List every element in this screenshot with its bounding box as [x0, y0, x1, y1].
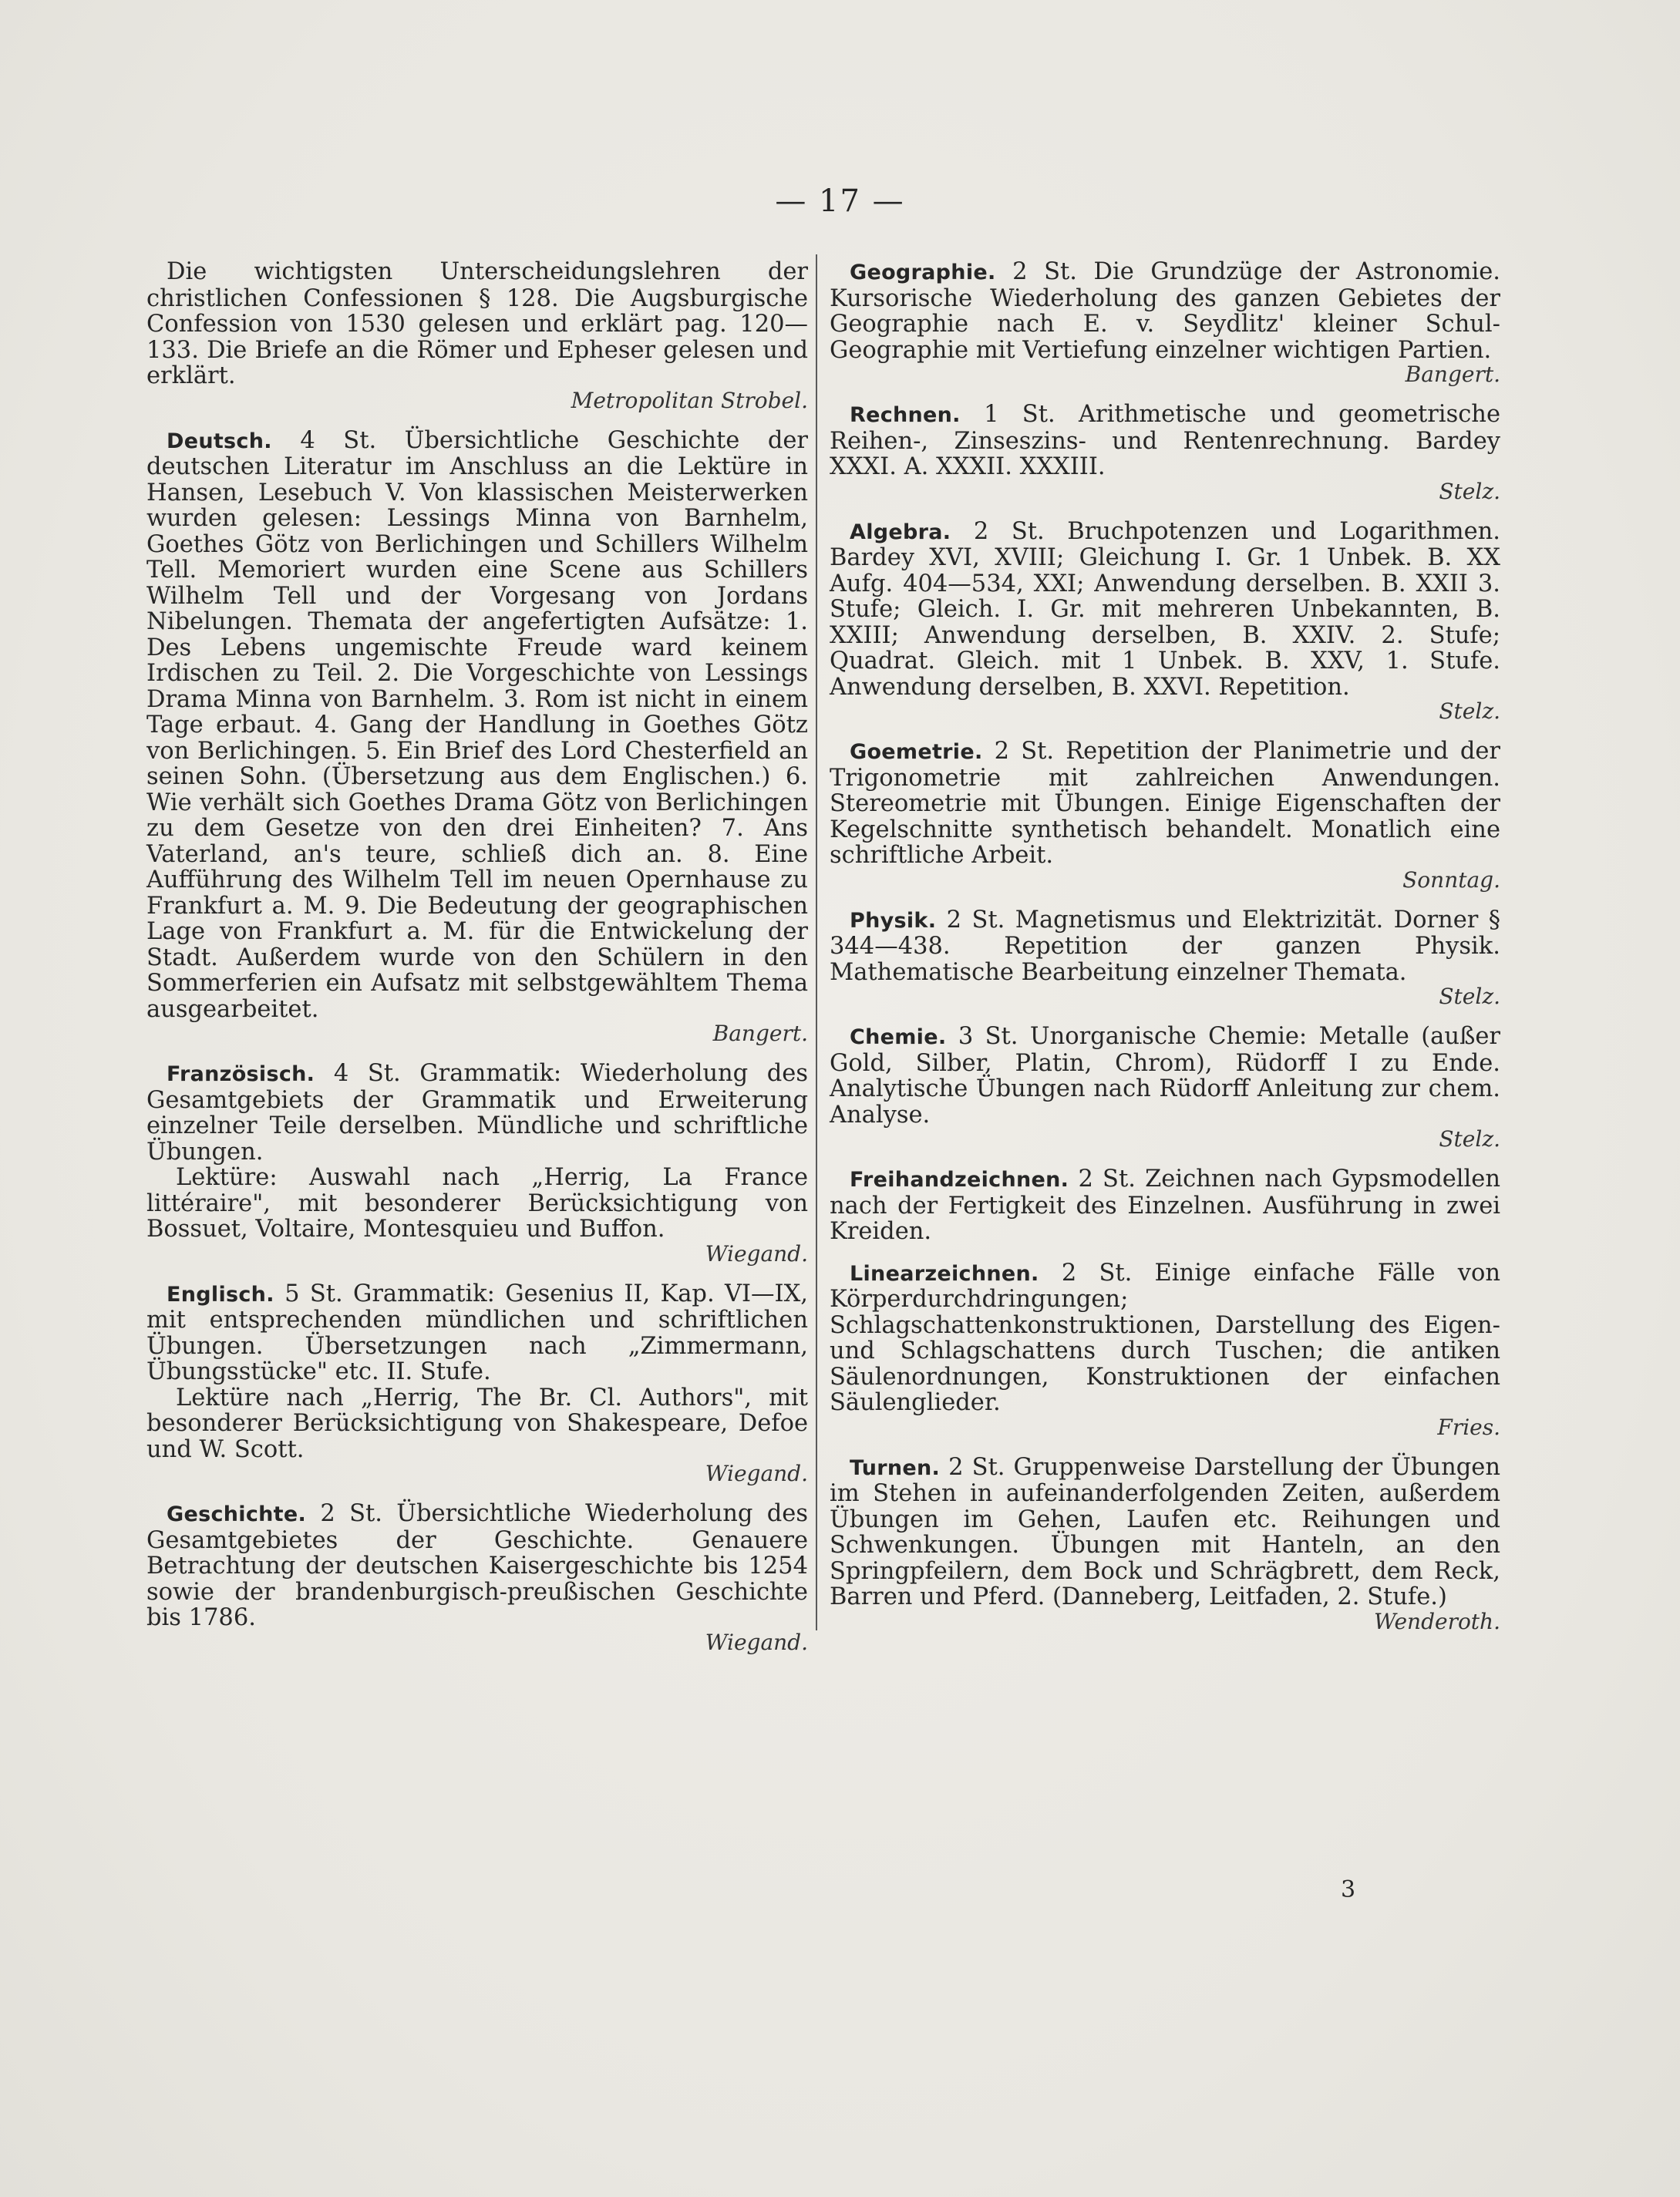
- section-paragraph: [830, 1455, 1500, 1610]
- section-extra: Lektüre: Auswahl nach „Herrig, La France littéraire", mit besonderer Berücksichtigung von Bossuet, Voltaire, Montesquieu und Buffon.: [146, 1164, 808, 1243]
- section-rechnen: [830, 402, 1500, 503]
- right-column: [830, 259, 1500, 1649]
- section-paragraph: [830, 259, 1500, 363]
- teacher-name: Stelz.: [1439, 478, 1500, 504]
- section-title: Freihandzeichnen.: [850, 1168, 1069, 1192]
- section-body: 2 St. Einige einfache Fälle von Körperdurchdringungen; Schlagschattenkonstruktionen, Darstellung des Eigen- und Schlagschattens durch Tuschen; die antiken Säulenordnungen, Konstruktionen der einfachen Säulenglieder.: [830, 1259, 1501, 1416]
- section-paragraph: [146, 1061, 808, 1165]
- section-title: Deutsch.: [167, 429, 272, 453]
- section-body: 5 St. Grammatik: Gesenius II, Kap. VI—IX, mit entsprechenden mündlichen und schriftlichen Übungen. Übersetzungen nach „Zimmermann, Übungsstücke" etc. II. Stufe.: [146, 1280, 808, 1385]
- section-title: Algebra.: [850, 520, 951, 544]
- section-paragraph: [146, 259, 808, 389]
- section-body: 3 St. Unorganische Chemie: Metalle (außer Gold, Silber, Platin, Chrom), Rüdorff I zu Ende. Analytische Übungen nach Rüdorff Anleitung zur chem. Analyse.: [830, 1023, 1500, 1129]
- section-englisch: [146, 1281, 808, 1486]
- teacher-name: Sonntag.: [1402, 866, 1500, 893]
- section-paragraph: [830, 1166, 1500, 1245]
- section-body: 2 St. Magnetismus und Elektrizität. Dorner § 344—438. Repetition der ganzen Physik. Mathematische Bearbeitung einzelner Themata.: [830, 906, 1500, 986]
- page-number: — 17 —: [775, 183, 905, 219]
- column-divider: [816, 254, 817, 1630]
- section-geschichte: [146, 1501, 808, 1654]
- section-title: Rechnen.: [850, 403, 961, 427]
- section-geometrie: [830, 739, 1500, 892]
- section-title: Linearzeichnen.: [850, 1261, 1039, 1286]
- teacher-name: Wiegand.: [705, 1629, 808, 1655]
- section-body: Die wichtigsten Unterscheidungslehren der christlichen Confessionen § 128. Die Augsburgische Confession von 1530 gelesen und erklärt pag. 120—133. Die Briefe an die Römer und Epheser gelesen und erklärt.: [146, 258, 808, 389]
- section-paragraph: [146, 428, 808, 1023]
- sheet-signature-number: 3: [1341, 1876, 1356, 1903]
- section-deutsch: [146, 428, 808, 1046]
- section-title: Französisch.: [167, 1062, 315, 1086]
- section-body: 4 St. Grammatik: Wiederholung des Gesamtgebiets der Grammatik und Erweiterung einzelner Teile derselben. Mündliche und schriftliche Übungen.: [146, 1060, 808, 1166]
- teacher-name: Fries.: [1437, 1414, 1500, 1440]
- section-title: Geographie.: [850, 261, 996, 284]
- section-linearzeichnen: [830, 1260, 1500, 1439]
- section-body: 2 St. Übersichtliche Wiederholung des Gesamtgebietes der Geschichte. Genauere Betrachtung der deutschen Kaisergeschichte bis 1254 sowie der brandenburgisch-preußischen Geschichte bis 1786.: [146, 1500, 808, 1631]
- section-geographie: [830, 259, 1500, 386]
- section-body: 1 St. Arithmetische und geometrische Reihen-, Zinseszins- und Rentenrechnung. Bardey XXXI. A. XXXII. XXXIII.: [830, 401, 1500, 480]
- teacher-name: Stelz.: [1439, 1126, 1500, 1152]
- section-paragraph: [146, 1281, 808, 1385]
- section-turnen: [830, 1455, 1500, 1633]
- section-paragraph: [830, 739, 1500, 869]
- section-title: Englisch.: [167, 1282, 274, 1307]
- section-body: 2 St. Repetition der Planimetrie und der Trigonometrie mit zahlreichen Anwendungen. Stereometrie mit Übungen. Einige Eigenschaften der Kegelschnitte synthetisch behandelt. Monatlich eine schriftliche Arbeit.: [830, 738, 1500, 869]
- section-chemie: [830, 1024, 1500, 1151]
- teacher-name: Metropolitan Strobel.: [571, 387, 808, 413]
- section-body: 2 St. Bruchpotenzen und Logarithmen. Bardey XVI, XVIII; Gleichung I. Gr. 1 Unbek. B. XX Aufg. 404—534, XXI; Anwendung derselben. B. XXII 3. Stufe; Gleich. I. Gr. mit mehreren Unbekannten, B. XXIII; Anwendung derselben, B. XXIV. 2. Stufe; Quadrat. Gleich. mit 1 Unbek. B. XXV, 1. Stufe. Anwendung derselben, B. XXVI. Repetition.: [830, 517, 1500, 701]
- section-extra: Lektüre nach „Herrig, The Br. Cl. Authors", mit besonderer Berücksichtigung von Shakespeare, Defoe und W. Scott.: [146, 1384, 808, 1463]
- left-column: [146, 259, 808, 1670]
- teacher-name: Wiegand.: [705, 1240, 808, 1267]
- teacher-name: Bangert.: [1405, 362, 1500, 387]
- section-paragraph: [146, 1501, 808, 1631]
- section-paragraph: [830, 1024, 1500, 1128]
- teacher-name: Wiegand.: [705, 1461, 808, 1486]
- section-freihandzeichnen: [830, 1166, 1500, 1245]
- section-body: 2 St. Gruppenweise Darstellung der Übungen im Stehen in aufeinanderfolgenden Zeiten, außerdem Übungen im Gehen, Laufen etc. Reihungen und Schwenkungen. Übungen mit Hanteln, an den Springpfeilern, dem Bock und Schrägbrett, dem Reck, Barren und Pferd. (Danneberg, Leitfaden, 2. Stufe.): [830, 1453, 1500, 1610]
- section-religion: [146, 259, 808, 412]
- section-body: 2 St. Zeichnen nach Gypsmodellen nach der Fertigkeit des Einzelnen. Ausführung in zwei Kreiden.: [830, 1166, 1500, 1245]
- teacher-name: Stelz.: [1439, 984, 1500, 1009]
- section-paragraph: [830, 1260, 1500, 1416]
- teacher-name: Wenderoth.: [1373, 1608, 1500, 1634]
- section-title: Physik.: [850, 908, 937, 933]
- section-algebra: [830, 519, 1500, 724]
- section-title: Chemie.: [850, 1025, 947, 1049]
- section-body: 4 St. Übersichtliche Geschichte der deutschen Literatur im Anschluss an die Lektüre in Hansen, Lesebuch V. Von klassischen Meisterwerken wurden gelesen: Lessings Minna von Barnhelm, Goethes Götz von Berlichingen und Schillers Wilhelm Tell. Memoriert wurden eine Scene aus Schillers Wilhelm Tell und der Vorgesang von Jordans Nibelungen. Themata der angefertigten Aufsätze: 1. Des Lebens ungemischte Freude ward keinem Irdischen zu Teil. 2. Die Vorgeschichte von Lessings Drama Minna von Barnhelm. 3. Rom ist nicht in einem Tage erbaut. 4. Gang der Handlung in Goethes Götz von Berlichingen. 5. Ein Brief des Lord Chesterfield an seinen Sohn. (Übersetzung aus dem Englischen.) 6. Wie verhält sich Goethes Drama Götz von Berlichingen zu dem Gesetze von den drei Einheiten? 7. Ans Vaterland, an's teure, schließ dich an. 8. Eine Aufführung des Wilhelm Tell im neuen Opernhause zu Frankfurt a. M. 9. Die Bedeutung der geographischen Lage von Frankfurt a. M. für die Entwickelung der Stadt. Außerdem wurde von den Schülern in den Sommerferien ein Aufsatz mit selbstgewähltem Thema ausgearbeitet.: [146, 426, 809, 1023]
- section-title: Goemetrie.: [850, 740, 983, 764]
- section-title: Turnen.: [850, 1455, 941, 1480]
- section-paragraph: [830, 402, 1500, 480]
- section-franzoesisch: [146, 1061, 808, 1266]
- section-title: Geschichte.: [167, 1502, 307, 1526]
- section-body: 2 St. Die Grundzüge der Astronomie. Kursorische Wiederholung des ganzen Gebietes der Geographie nach E. v. Seydlitz' kleiner Schul-Geographie mit Vertiefung einzelner wichtigen Partien.: [830, 258, 1500, 364]
- section-paragraph: [830, 519, 1500, 701]
- section-paragraph: [830, 907, 1500, 986]
- section-physik: [830, 907, 1500, 1009]
- teacher-name: Stelz.: [1439, 698, 1500, 724]
- teacher-name: Bangert.: [712, 1021, 808, 1046]
